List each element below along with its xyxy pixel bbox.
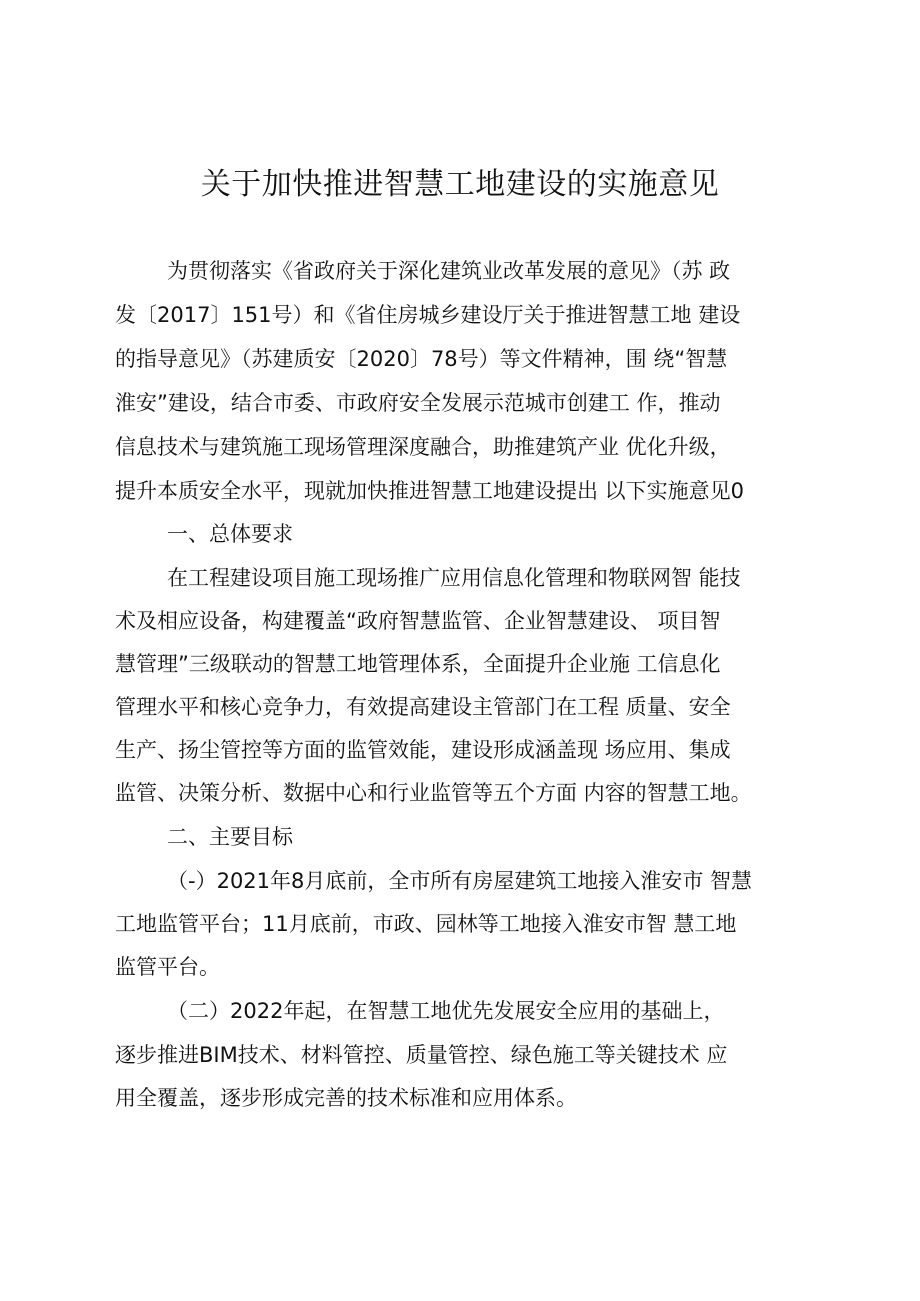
body-line-9: 慧管理”三级联动的智慧工地管理体系，全面提升企业施 工信息化	[115, 652, 721, 676]
body-line-17: 逐步推进BIM技术、材料管控、质量管控、绿色施工等关键技术 应	[115, 1043, 728, 1067]
body-line-14: 工地监管平台；11月底前，市政、园林等工地接入淮安市智 慧工地	[115, 912, 737, 936]
body-line-13: （-）2021年8月底前，全市所有房屋建筑工地接入淮安市 智慧	[167, 869, 753, 893]
body-line-5: 信息技术与建筑施工现场管理深度融合，助推建筑产业 优化升级，	[115, 435, 731, 459]
body-line-4: 淮安”建设，结合市委、市政府安全发展示范城市创建工 作，推动	[115, 391, 721, 415]
body-line-11: 生产、扬尘管控等方面的监管效能，建设形成涵盖现 场应用、集成	[115, 738, 731, 762]
body-line-3: 的指导意见》（苏建质安〔2020〕78号）等文件精神，围 绕“智慧	[115, 347, 728, 371]
body-line-8: 术及相应设备，构建覆盖“政府智慧监管、企业智慧建设、 项目智	[115, 609, 721, 633]
body-line-15: 监管平台。	[115, 955, 220, 979]
body-line-18: 用全覆盖，逐步形成完善的技术标准和应用体系。	[115, 1086, 577, 1110]
section-heading-2: 二、主要目标	[167, 825, 293, 849]
document-title: 关于加快推进智慧工地建设的实施意见	[200, 167, 720, 202]
body-line-6: 提升本质安全水平，现就加快推进智慧工地建设提出 以下实施意见0	[115, 479, 745, 503]
section-heading-1: 一、总体要求	[167, 522, 293, 546]
body-line-16: （二）2022年起，在智慧工地优先发展安全应用的基础上，	[167, 999, 725, 1023]
body-line-2: 发〔2017〕151号）和《省住房城乡建设厅关于推进智慧工地 建设	[115, 303, 741, 327]
body-line-10: 管理水平和核心竞争力，有效提高建设主管部门在工程 质量、安全	[115, 695, 731, 719]
body-line-1: 为贯彻落实《省政府关于深化建筑业改革发展的意见》（苏 政	[167, 259, 731, 283]
body-line-7: 在工程建设项目施工现场推广应用信息化管理和物联网智 能技	[167, 566, 741, 590]
body-line-12: 监管、决策分析、数据中心和行业监管等五个方面 内容的智慧工地。	[115, 781, 752, 805]
